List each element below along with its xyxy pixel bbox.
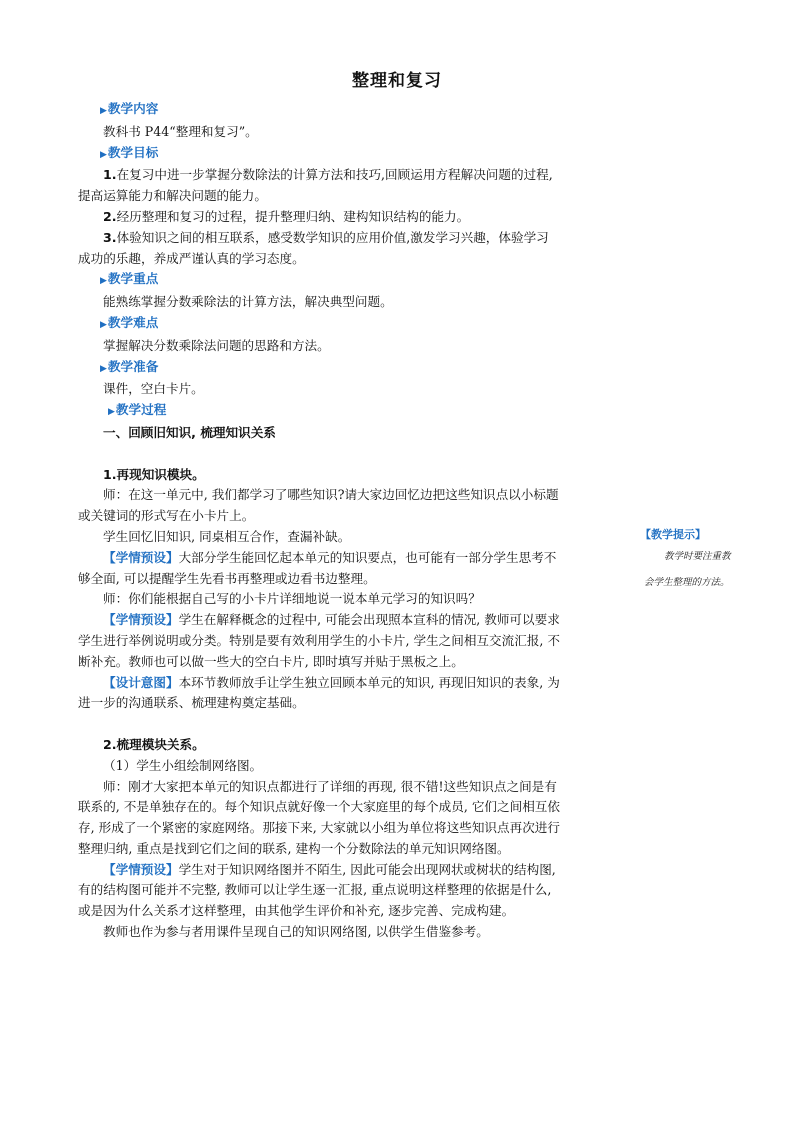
heading-content-label: 教学内容: [107, 101, 159, 116]
part-one-title: 一、回顾旧知识, 梳理知识关系: [103, 424, 276, 440]
heading-preparation: [78, 357, 614, 380]
paragraph-line: [78, 548, 614, 569]
key-text: 能熟练掌握分数乘除法的计算方法，解决典型问题。: [103, 294, 393, 310]
triangle-icon: ▶: [100, 319, 107, 330]
paragraph-line: [78, 860, 614, 881]
paragraph-line: 进一步的沟通联系、梳理建构奠定基础。: [78, 695, 305, 711]
teaching-tip-label: 【教学提示】: [640, 528, 706, 541]
content-text: 教科书 P44“整理和复习”。: [103, 123, 258, 139]
student-preview-tag: 【学情预设】: [103, 549, 179, 565]
goal-3-line-2: 成功的乐趣，养成严谨认真的学习态度。: [78, 250, 305, 266]
paragraph-text: 大部分学生能回忆起本单元的知识要点，也可能有一部分学生思考不: [178, 549, 557, 565]
heading-diff-label: 教学难点: [107, 314, 159, 330]
triangle-icon: ▶: [100, 276, 107, 287]
goal-3-line-1: [78, 228, 614, 249]
goal-1-line-1: [78, 165, 614, 186]
heading-process-label: 教学过程: [115, 402, 167, 418]
design-intent-tag: 【设计意图】: [103, 674, 179, 690]
main-content: [78, 99, 614, 943]
heading-prep-label: 教学准备: [107, 358, 159, 374]
step-2-title: 2.梳理模块关系。: [103, 736, 205, 752]
difficulty-text: 掌握解决分数乘除法问题的思路和方法。: [103, 337, 330, 353]
paragraph-line: 学生回忆旧知识, 同桌相互合作，查漏补缺。: [103, 528, 351, 544]
goal-1-line-2: 提高运算能力和解决问题的能力。: [78, 188, 267, 204]
heading-goals-label: 教学目标: [107, 144, 159, 160]
paragraph-line: 师：你们能根据自己写的小卡片详细地说一说本单元学习的知识吗？: [103, 591, 481, 607]
paragraph-line: [78, 673, 614, 694]
paragraph-line: 联系的, 不是单独存在的。每个知识点就好像一个大家庭里的每个成员, 它们之间相互依: [78, 799, 560, 815]
goal-number: 3.: [103, 229, 117, 245]
spacer: [78, 714, 614, 735]
spacer: [78, 444, 614, 465]
triangle-icon: ▶: [100, 106, 107, 116]
paragraph-line: [78, 610, 614, 631]
step-1-title: 1.再现知识模块。: [103, 466, 205, 482]
heading-key-label: 教学重点: [107, 271, 159, 287]
goal-number: 1.: [103, 167, 117, 183]
paragraph-text: 本环节教师放手让学生独立回顾本单元的知识, 再现旧知识的表象, 为: [178, 674, 560, 690]
paragraph-line: 有的结构图可能并不完整, 教师可以让学生逐一汇报, 重点说明这样整理的依据是什么,: [78, 882, 552, 898]
paragraph-text: 学生对于知识网络图并不陌生, 因此可能会出现网状或树状的结构图,: [178, 861, 556, 877]
paragraph-line: （1）学生小组绘制网络图。: [103, 757, 263, 773]
paragraph-line: 或关键词的形式写在小卡片上。: [78, 508, 255, 524]
paragraph-text: 学生在解释概念的过程中, 可能会出现照本宣科的情况, 教师可以要求: [178, 612, 560, 628]
heading-process: [78, 400, 614, 423]
paragraph-line: 或是因为什么关系才这样整理，由其他学生评价和补充, 逐步完善、完成构建。: [78, 903, 515, 919]
paragraph-line: 师：刚才大家把本单元的知识点都进行了详细的再现, 很不错!这些知识点之间是有: [103, 778, 557, 794]
heading-difficulties: [78, 313, 614, 336]
heading-key-points: [78, 269, 614, 292]
student-preview-tag: 【学情预设】: [103, 612, 179, 628]
triangle-icon: ▶: [100, 149, 107, 160]
goal-text: 经历整理和复习的过程，提升整理归纳、建构知识结构的能力。: [116, 208, 470, 224]
preparation-text: 课件，空白卡片。: [103, 381, 204, 397]
paragraph-line: 教师也作为参与者用课件呈现自己的知识网络图, 以供学生借鉴参考。: [103, 924, 489, 940]
goal-2: [78, 207, 614, 228]
goal-text: 体验知识之间的相互联系，感受数学知识的应用价值,激发学习兴趣，体验学习: [116, 229, 549, 245]
paragraph-line: 断补充。教师也可以做一些大的空白卡片, 即时填写并贴于黑板之上。: [78, 653, 464, 669]
page-title: 整理和复习: [352, 71, 442, 91]
paragraph-line: 师：在这一单元中, 我们都学习了哪些知识?请大家边回忆边把这些知识点以小标题: [103, 487, 559, 503]
goal-text: 在复习中进一步掌握分数除法的计算方法和技巧,回顾运用方程解决问题的过程,: [116, 167, 553, 183]
teaching-tip-text: 教学时要注重教: [664, 551, 731, 562]
paragraph-line: 存, 形成了一个紧密的家庭网络。那接下来, 大家就以小组为单位将这些知识点再次进行: [78, 820, 560, 836]
paragraph-line: 整理归纳, 重点是找到它们之间的联系, 建构一个分数除法的单元知识网络图。: [78, 840, 510, 856]
triangle-icon: ▶: [108, 407, 115, 418]
heading-goals: [78, 143, 614, 166]
triangle-icon: ▶: [100, 363, 107, 374]
goal-number: 2.: [103, 208, 117, 224]
paragraph-line: 够全面, 可以提醒学生先看书再整理或边看书边整理。: [78, 570, 376, 586]
teaching-tip-sidebar: [640, 526, 770, 596]
student-preview-tag: 【学情预设】: [103, 861, 179, 877]
heading-content: [78, 99, 614, 122]
teaching-tip-text: 会学生整理的方法。: [644, 577, 730, 588]
paragraph-line: 学生进行举例说明或分类。特别是要有效利用学生的小卡片, 学生之间相互交流汇报, 不: [78, 632, 560, 648]
